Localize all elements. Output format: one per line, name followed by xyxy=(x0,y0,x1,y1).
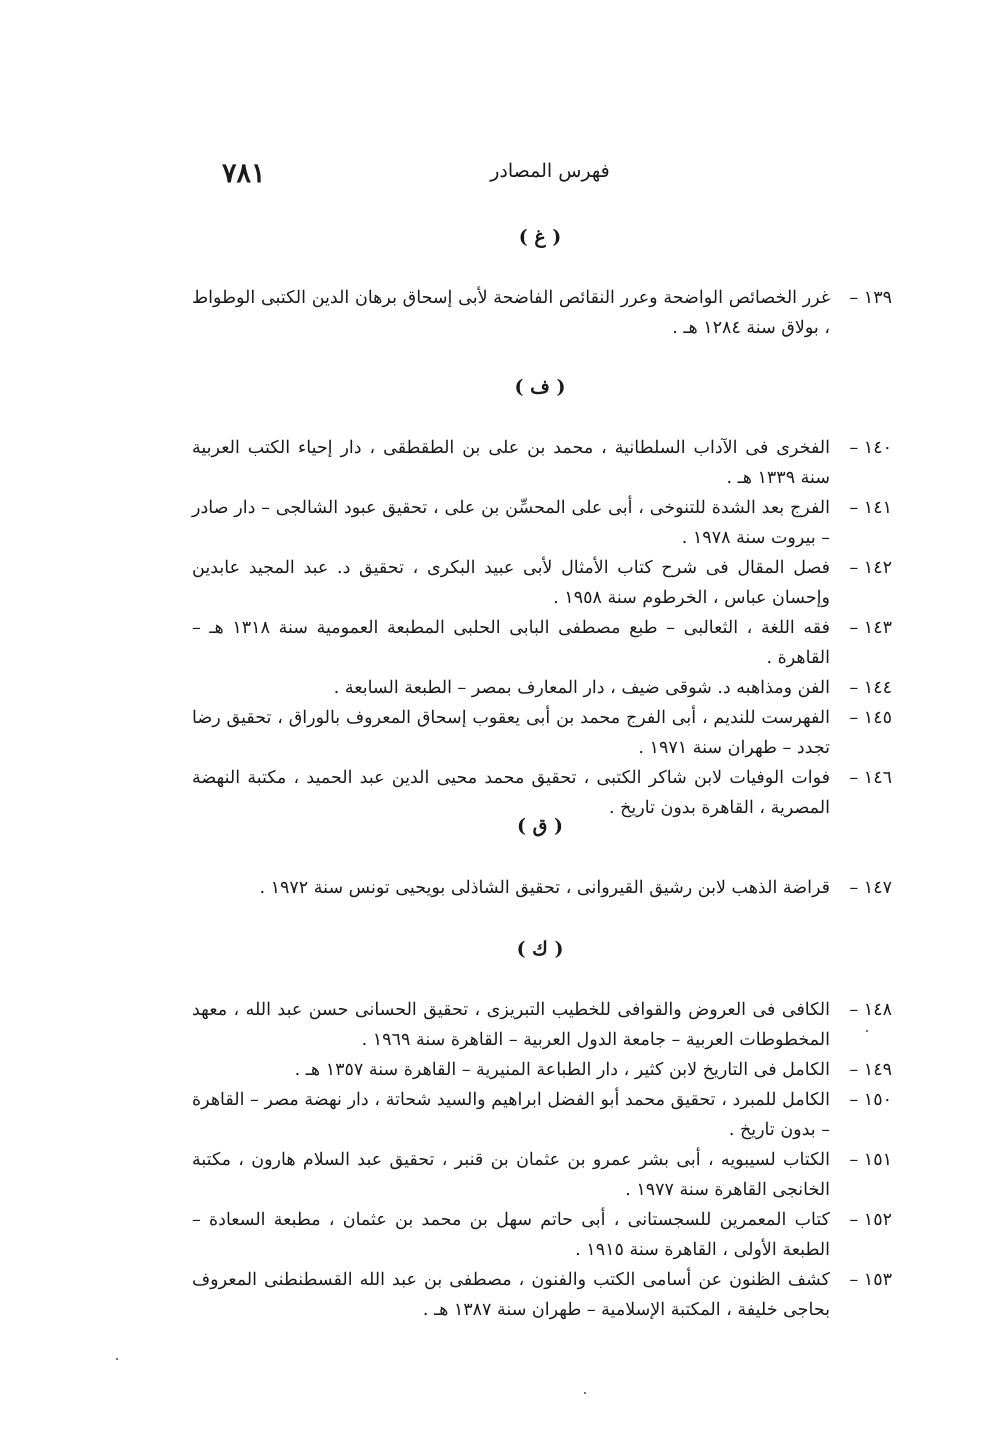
bibliography-entry-143 xyxy=(192,613,892,673)
bibliography-entry-147 xyxy=(192,873,892,903)
entry-text: فقه اللغة ، الثعالبى – طبع مصطفى البابى الحلبى المطبعة العمومية سنة ١٣١٨ هـ – القاهرة . xyxy=(192,618,830,668)
bibliography-entry-149 xyxy=(192,1055,892,1085)
bibliography-entry-140 xyxy=(192,433,892,493)
bibliography-entry-148 xyxy=(192,995,892,1055)
section-heading-kaf: ( ك ) xyxy=(516,938,564,960)
bibliography-entry-151 xyxy=(192,1145,892,1205)
running-title: فهرس المصادر xyxy=(490,160,610,182)
entry-text: فصل المقال فى شرح كتاب الأمثال لأبى عبيد البكرى ، تحقيق د. عبد المجيد عابدين وإحسان عباس ، الخرطوم سنة ١٩٥٨ . xyxy=(192,558,830,608)
entry-number: ١٤٩ – xyxy=(849,1060,892,1080)
bibliography-entry-139 xyxy=(192,283,892,343)
entry-number: ١٤٥ – xyxy=(849,708,892,728)
scan-speck xyxy=(584,1392,586,1394)
page-number: ٧٨١ xyxy=(222,158,266,189)
bibliography-entry-146 xyxy=(192,763,892,823)
entry-text: كشف الظنون عن أسامى الكتب والفنون ، مصطفى بن عبد الله القسطنطنى المعروف بحاجى خليفة ، المكتبة الإسلامية – طهران سنة ١٣٨٧ هـ . xyxy=(192,1270,830,1320)
entry-number: ١٥٣ – xyxy=(849,1270,892,1290)
section-fa-entries xyxy=(192,433,892,823)
entry-number: ١٤٠ – xyxy=(849,438,892,458)
entry-number: ١٥٢ – xyxy=(849,1210,892,1230)
entry-number: ١٤٣ – xyxy=(849,618,892,638)
entry-number: ١٤٧ – xyxy=(849,878,892,898)
entry-number: ١٣٩ – xyxy=(849,288,892,308)
bibliography-entry-145 xyxy=(192,703,892,763)
entry-text: الكتاب لسيبويه ، أبى بشر عمرو بن عثمان بن قنبر ، تحقيق عبد السلام هارون ، مكتبة الخانجى القاهرة سنة ١٩٧٧ . xyxy=(192,1150,830,1200)
entry-text: الكامل فى التاريخ لابن كثير ، دار الطباعة المنيرية – القاهرة سنة ١٣٥٧ هـ . xyxy=(294,1060,830,1080)
entry-text: الفن ومذاهبه د. شوقى ضيف ، دار المعارف بمصر – الطبعة السابعة . xyxy=(333,678,830,698)
bibliography-entry-141 xyxy=(192,493,892,553)
entry-text: الفهرست للنديم ، أبى الفرج محمد بن أبى يعقوب إسحاق المعروف بالوراق ، تحقيق رضا تجدد – طهران سنة ١٩٧١ . xyxy=(192,708,830,758)
entry-text: فوات الوفيات لابن شاكر الكتبى ، تحقيق محمد محيى الدين عبد الحميد ، مكتبة النهضة المصرية ، القاهرة بدون تاريخ . xyxy=(192,768,830,818)
bibliography-entry-142 xyxy=(192,553,892,613)
section-heading-qaf: ( ق ) xyxy=(517,815,563,837)
section-ghain-entries xyxy=(192,283,892,343)
section-kaf-entries xyxy=(192,995,892,1325)
entry-number: ١٤٤ – xyxy=(849,678,892,698)
entry-text: الكافى فى العروض والقوافى للخطيب التبريزى ، تحقيق الحسانى حسن عبد الله ، معهد المخطوطات العربية – جامعة الدول العربية – القاهرة سنة ١٩٦٩ . xyxy=(192,1000,831,1050)
bibliography-entry-144 xyxy=(192,673,892,703)
entry-text: قراضة الذهب لابن رشيق القيروانى ، تحقيق الشاذلى بويحيى تونس سنة ١٩٧٢ . xyxy=(259,878,830,898)
entry-number: ١٤٦ – xyxy=(849,768,892,788)
scan-speck xyxy=(116,1358,118,1360)
entry-number: ١٤١ – xyxy=(849,498,892,518)
entry-text: غرر الخصائص الواضحة وعرر النقائص الفاضحة لأبى إسحاق برهان الدين الكتبى الوطواط ، بولاق سنة ١٢٨٤ هـ . xyxy=(192,288,830,338)
section-heading-ghain: ( غ ) xyxy=(518,226,562,248)
entry-number: ١٤٢ – xyxy=(849,558,892,578)
bibliography-entry-152 xyxy=(192,1205,892,1265)
entry-text: الفرج بعد الشدة للتنوخى ، أبى على المحسِّن بن على ، تحقيق عبود الشالجى – دار صادر – بيروت سنة ١٩٧٨ . xyxy=(192,498,830,548)
entry-number: ١٤٨ – xyxy=(849,1000,892,1020)
entry-number: ١٥٠ – xyxy=(849,1090,892,1110)
section-heading-fa: ( ف ) xyxy=(514,376,566,398)
entry-text: الكامل للمبرد ، تحقيق محمد أبو الفضل ابراهيم والسيد شحاتة ، دار نهضة مصر – القاهرة – بدون تاريخ . xyxy=(192,1090,830,1140)
entry-text: الفخرى فى الآداب السلطانية ، محمد بن على بن الطقطقى ، دار إحياء الكتب العربية سنة ١٣٣٩ هـ . xyxy=(192,438,830,488)
entry-number: ١٥١ – xyxy=(849,1150,892,1170)
bibliography-entry-153 xyxy=(192,1265,892,1325)
scan-speck xyxy=(866,1030,868,1032)
entry-text: كتاب المعمرين للسجستانى ، أبى حاتم سهل بن محمد بن عثمان ، مطبعة السعادة – الطبعة الأولى ، القاهرة سنة ١٩١٥ . xyxy=(192,1210,830,1260)
bibliography-entry-150 xyxy=(192,1085,892,1145)
section-qaf-entries xyxy=(192,873,892,903)
